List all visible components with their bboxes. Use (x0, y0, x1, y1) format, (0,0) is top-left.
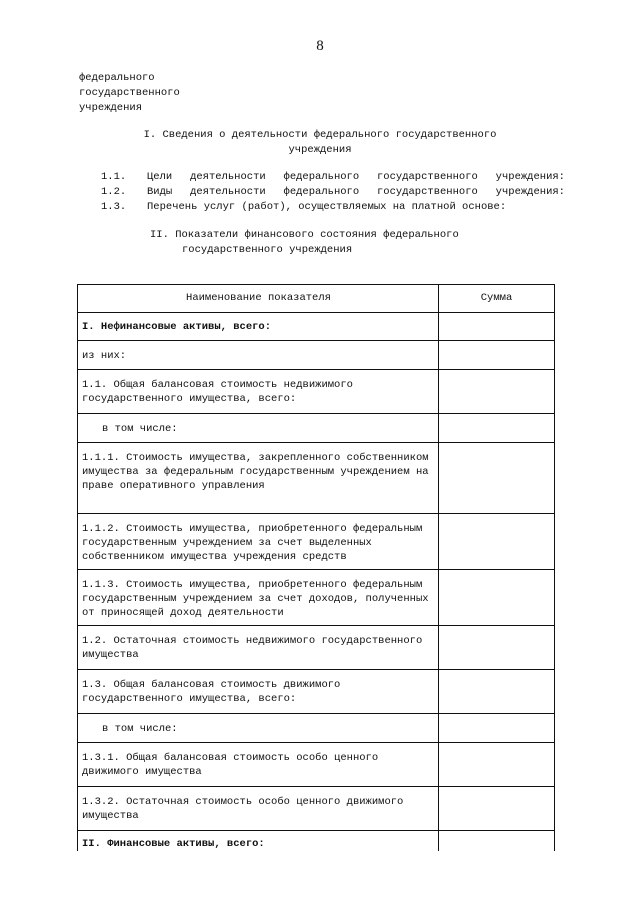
row-sum-cell[interactable] (439, 414, 554, 442)
item-1-3 (101, 200, 565, 215)
word: федерального (283, 171, 360, 183)
row-sum-cell[interactable] (439, 743, 554, 786)
row-sum-cell[interactable] (439, 313, 554, 340)
word: деятельности (190, 186, 266, 198)
table-row (77, 669, 555, 713)
row-label: 1.1.2. Стоимость имущества, приобретенного федеральным государственным учреждением за счет выделенных собственником имущества учреждения средств (78, 514, 439, 569)
row-label: 1.3.1. Общая балансовая стоимость особо ценного движимого имущества (78, 743, 439, 786)
row-sum-cell[interactable] (439, 570, 554, 625)
table-row (77, 625, 555, 669)
section-1-items (101, 170, 565, 215)
section-1-title-line: учреждения (288, 144, 352, 156)
row-label: 1.3.2. Остаточная стоимость особо ценного движимого имущества (78, 787, 439, 830)
item-text (147, 185, 565, 200)
header-line: государственного (79, 87, 180, 99)
section-1-title-line: I. Сведения о деятельности федерального государственного (143, 129, 497, 141)
section-2-title-line: II. Показатели финансового состояния федерального (150, 229, 459, 241)
page-number: 8 (316, 38, 324, 54)
header-line: федерального (79, 72, 155, 84)
table-row (77, 413, 555, 442)
row-sum-cell[interactable] (439, 670, 554, 713)
row-label: 1.1. Общая балансовая стоимость недвижимого государственного имущества, всего: (78, 370, 439, 413)
row-label: II. Финансовые активы, всего: (78, 831, 439, 851)
row-sum-cell[interactable] (439, 626, 554, 669)
row-sum-cell[interactable] (439, 787, 554, 830)
word: учреждения: (495, 186, 565, 198)
item-text (147, 170, 565, 185)
column-header-name: Наименование показателя (78, 285, 439, 312)
table-header-row (77, 284, 555, 312)
item-number: 1.3. (101, 201, 127, 213)
word: государственного (377, 171, 478, 183)
table-row (77, 340, 555, 369)
item-text: Перечень услуг (работ), осуществляемых на платной основе: (147, 201, 507, 213)
section-2-title (150, 228, 490, 258)
row-label: I. Нефинансовые активы, всего: (78, 313, 439, 340)
financial-indicators-table (77, 284, 555, 851)
row-sum-cell[interactable] (439, 714, 554, 742)
table-row (77, 830, 555, 851)
row-sum-cell[interactable] (439, 831, 554, 851)
table-row (77, 442, 555, 513)
row-label: 1.3. Общая балансовая стоимость движимого государственного имущества, всего: (78, 670, 439, 713)
table-row (77, 513, 555, 569)
table-row (77, 369, 555, 413)
row-sum-cell[interactable] (439, 443, 554, 513)
table-row (77, 312, 555, 340)
item-number: 1.1. (101, 171, 127, 183)
row-sum-cell[interactable] (439, 370, 554, 413)
row-label: из них: (78, 341, 439, 369)
header-line: учреждения (79, 102, 143, 114)
row-label: в том числе: (78, 414, 439, 442)
row-sum-cell[interactable] (439, 341, 554, 369)
word: деятельности (190, 171, 266, 183)
table-row (77, 569, 555, 625)
item-1-1 (101, 170, 565, 185)
table-row (77, 713, 555, 742)
section-2-title-line: государственного учреждения (182, 244, 353, 256)
word: Цели (147, 171, 173, 183)
row-label: 1.1.3. Стоимость имущества, приобретенного федеральным государственным учреждением за счет доходов, полученных от приносящей доход деятельности (78, 570, 439, 625)
word: государственного (377, 186, 478, 198)
row-label: 1.2. Остаточная стоимость недвижимого государственного имущества (78, 626, 439, 669)
item-1-2 (101, 185, 565, 200)
section-1-title (120, 128, 520, 158)
word: Виды (147, 186, 173, 198)
document-header (79, 71, 180, 116)
item-number: 1.2. (101, 186, 127, 198)
table-row (77, 742, 555, 786)
row-label: в том числе: (78, 714, 439, 742)
word: учреждения: (495, 171, 565, 183)
table-row (77, 786, 555, 830)
row-label: 1.1.1. Стоимость имущества, закрепленного собственником имущества за федеральным государственным учреждением на праве оперативного управления (78, 443, 439, 513)
row-sum-cell[interactable] (439, 514, 554, 569)
word: федерального (283, 186, 360, 198)
column-header-sum: Сумма (480, 292, 513, 304)
